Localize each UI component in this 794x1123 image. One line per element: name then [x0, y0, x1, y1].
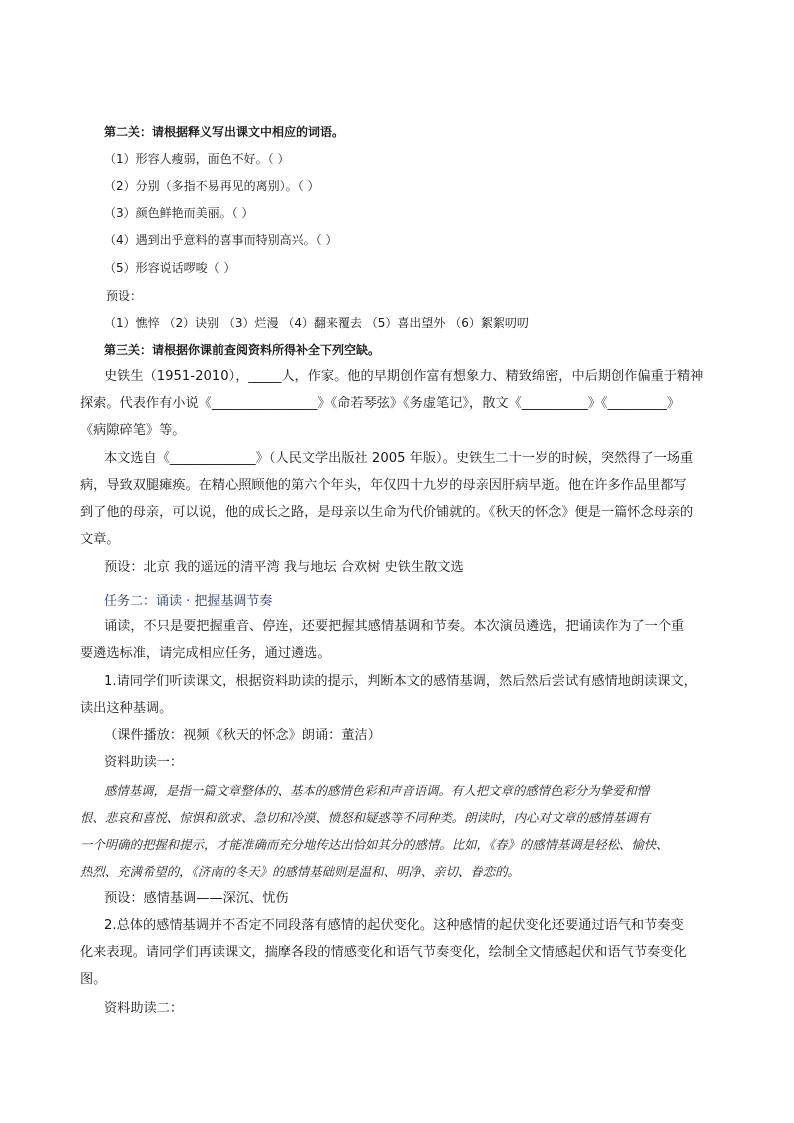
section2-item: （3）颜色鲜艳而美丽。（ ）: [104, 206, 254, 220]
section2-item: （4）遇到出乎意料的喜事而特别高兴。（ ）: [104, 233, 338, 247]
section3-para2-line: 到了他的母亲，可以说，他的成长之路，是母亲以生命为代价铺就的。《秋天的怀念》便是一篇怀念母亲的: [80, 505, 694, 520]
material1-line: 热烈、充满希望的，《济南的冬天》的感情基础则是温和、明净、亲切、眷恋的。: [80, 864, 520, 879]
task2-heading: 任务二：诵读 · 把握基调节奏: [104, 594, 273, 609]
section3-para1-line: 《病隙碎笔》等。: [80, 423, 186, 438]
task2-intro-line: 要遴选标准，请完成相应任务，通过遴选。: [80, 646, 331, 661]
material1-line: 恨、悲哀和喜悦、惊惧和欲求、急切和冷漠、愤怒和疑惑等不同种类。朗读时，内心对文章的感情基调有: [80, 810, 650, 825]
task2-q1-line: 1.请同学们听读课文，根据资料助读的提示，判断本文的感情基调，然后然后尝试有感情地朗读课文，: [104, 674, 697, 689]
courseware-note: （课件播放：视频《秋天的怀念》朗诵：董洁）: [104, 728, 381, 743]
task2-q2-line: 化来表现。请同学们再读课文，揣摩各段的情感变化和语气节奏变化，绘制全文情感起伏和语气节奏变化: [80, 945, 687, 960]
section3-para1-line: 探索。代表作有小说《________________》《命若琴弦》《务虚笔记》，散文《__________》《_________》: [80, 396, 681, 411]
section3-para1-line: 史铁生（1951-2010），_____人，作家。他的早期创作富有想象力、精致绵密，中后期创作偏重于精神: [104, 369, 704, 384]
section3-para2-line: 病，导致双腿瘫痪。在精心照顾他的第六个年头，年仅四十九岁的母亲因肝病早逝。他在许多作品里都写: [80, 478, 687, 493]
section3-para2-line: 本文选自《_____________》（人民文学出版社 2005 年版）。史铁生二十一岁的时候，突然得了一场重: [104, 451, 694, 466]
task2-q1-line: 读出这种基调。: [80, 701, 173, 716]
material1-label: 资料助读一：: [104, 755, 184, 770]
task2-intro-line: 诵读，不只是要把握重音、停连，还要把握其感情基调和节奏。本次演员遴选，把诵读作为了一个重: [104, 619, 685, 634]
preset1: 预设：感情基调——深沉、忧伤: [104, 891, 289, 906]
material2-label: 资料助读二：: [104, 1001, 184, 1016]
section3-para2-line: 文章。: [80, 532, 120, 547]
section3-heading: 第三关：请根据你课前查阅资料所得补全下列空缺。: [104, 343, 381, 357]
task2-q2-line: 图。: [80, 972, 107, 987]
section2-heading: 第二关：请根据释义写出课文中相应的词语。: [104, 125, 345, 139]
material1-line: 一个明确的把握和提示，才能准确而充分地传达出恰如其分的感情。比如，《春》的感情基调是轻松、愉快、: [80, 837, 669, 852]
task2-q2-line: 2.总体的感情基调并不否定不同段落有感情的起伏变化。这种感情的起伏变化还要通过语气和节奏变: [104, 918, 684, 933]
section2-preset-label: 预设：: [106, 289, 143, 303]
section2-item: （1）形容人瘦弱，面色不好。（ ）: [104, 152, 290, 166]
section3-preset: 预设：北京 我的遥远的清平湾 我与地坛 合欢树 史铁生散文选: [104, 560, 464, 575]
material1-line: 感情基调，是指一篇文章整体的、基本的感情色彩和声音语调。有人把文章的感情色彩分为挚爱和憎: [104, 783, 650, 798]
section2-item: （2）分别（多指不易再见的离别）。（ ）: [104, 179, 320, 193]
section2-item: （5）形容说话啰唆（ ）: [104, 261, 236, 275]
section2-preset-answers: （1）憔悴 （2）诀别 （3）烂漫 （4）翻来覆去 （5）喜出望外 （6）絮絮叨叨: [104, 316, 529, 330]
